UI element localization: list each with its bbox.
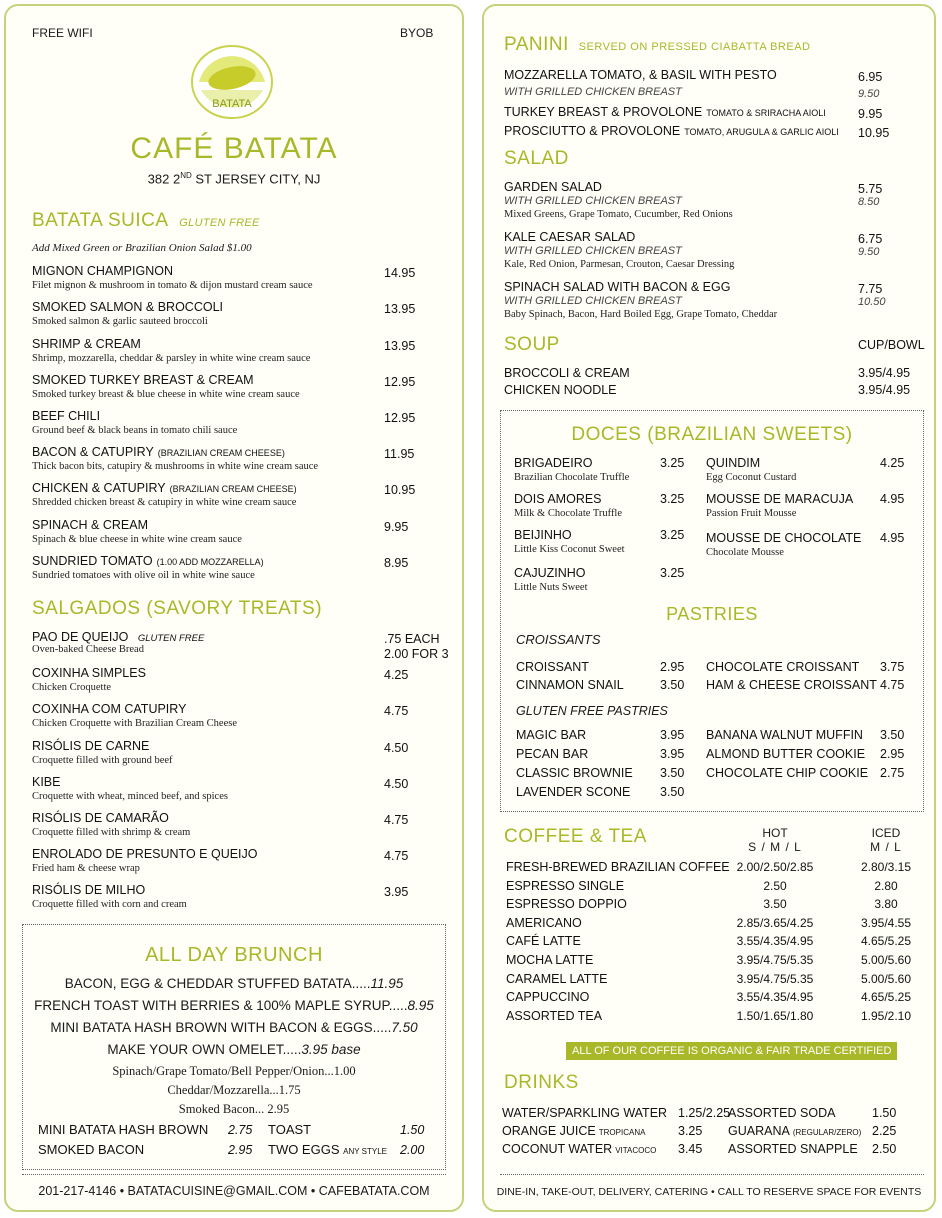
menu-item-desc: Croquette filled with shrimp & cream bbox=[32, 827, 191, 838]
coffee-item-name: ASSORTED TEA bbox=[506, 1008, 603, 1023]
brunch-line bbox=[22, 976, 446, 991]
pastry-item-name: CLASSIC BROWNIE bbox=[516, 766, 633, 780]
sweet-item-desc: Passion Fruit Mousse bbox=[706, 508, 797, 519]
salad-item-price-chicken: 9.50 bbox=[858, 246, 880, 258]
salad-item-price: 6.75 bbox=[858, 232, 883, 246]
drink-name-text: COCONUT WATER bbox=[502, 1142, 613, 1156]
pastry-item-name: CINNAMON SNAIL bbox=[516, 678, 624, 692]
menu-item-name bbox=[32, 373, 254, 387]
item-name-text: SHRIMP & CREAM bbox=[32, 337, 141, 351]
menu-item-price: 12.95 bbox=[384, 411, 416, 425]
pastry-item-name: CHOCOLATE CROISSANT bbox=[706, 660, 860, 674]
panini-item-tag: TOMATO & SRIRACHA AIOLI bbox=[706, 108, 826, 118]
menu-item-name bbox=[32, 445, 285, 459]
right-menu-panel bbox=[482, 4, 936, 1212]
menu-item-name bbox=[32, 264, 173, 278]
gluten-free-pastries-label: GLUTEN FREE PASTRIES bbox=[516, 704, 668, 718]
salgados-section-title: SALGADOS (SAVORY TREATS) bbox=[32, 598, 323, 619]
side-hash-brown: MINI BATATA HASH BROWN bbox=[38, 1122, 209, 1137]
pastry-item-price: 2.95 bbox=[880, 747, 905, 761]
drink-item-price: 2.25 bbox=[872, 1124, 897, 1138]
brunch-option: Cheddar/Mozzarella...1.75 bbox=[167, 1083, 301, 1097]
side-smoked-bacon: SMOKED BACON bbox=[38, 1142, 145, 1157]
menu-item-name bbox=[32, 630, 204, 644]
pao-de-queijo-price-each: .75 EACH bbox=[384, 632, 440, 646]
panini-item-name bbox=[504, 68, 777, 82]
pastry-item-name: CHOCOLATE CHIP COOKIE bbox=[706, 766, 869, 780]
side-smoked-bacon-price: 2.95 bbox=[228, 1143, 253, 1157]
menu-item-price: 13.95 bbox=[384, 302, 416, 316]
menu-item-name: RISÓLIS DE CAMARÃO bbox=[32, 811, 169, 825]
sweet-item-price: 3.25 bbox=[660, 492, 685, 506]
menu-item-name: RISÓLIS DE MILHO bbox=[32, 883, 146, 897]
sweet-item-price: 3.25 bbox=[660, 566, 685, 580]
pastry-item-price: 3.50 bbox=[660, 766, 685, 780]
logo-text: BATATA bbox=[212, 98, 252, 110]
coffee-item-iced-price: 2.80/3.15 bbox=[860, 860, 912, 874]
sweet-item-name: BEIJINHO bbox=[514, 528, 572, 542]
sweet-item-name: MOUSSE DE MARACUJA bbox=[706, 492, 854, 506]
coffee-item-iced-price: 4.65/5.25 bbox=[860, 990, 912, 1005]
pastry-item-price: 3.95 bbox=[660, 728, 685, 742]
menu-item-name bbox=[32, 409, 100, 423]
item-name-tag: (BRAZILIAN CREAM CHEESE) bbox=[157, 448, 285, 458]
drink-item-price: 3.45 bbox=[678, 1142, 703, 1156]
menu-item-name: ENROLADO DE PRESUNTO E QUEIJO bbox=[32, 847, 258, 861]
pao-de-queijo-item bbox=[32, 630, 204, 655]
pastry-item-price: 3.50 bbox=[660, 678, 685, 692]
soup-item-price: 3.95/4.95 bbox=[858, 383, 911, 397]
pastries-title: PASTRIES bbox=[666, 604, 758, 624]
menu-item-desc: Shredded chicken breast & catupiry in white wine cream sauce bbox=[32, 497, 297, 508]
menu-item-desc: Sundried tomatoes with olive oil in white wine sauce bbox=[32, 570, 255, 581]
menu-item-price: 14.95 bbox=[384, 266, 416, 280]
menu-item-desc: Chicken Croquette with Brazilian Cream Cheese bbox=[32, 718, 237, 729]
footer-divider bbox=[22, 1174, 446, 1175]
pao-de-queijo-name: PAO DE QUEIJO bbox=[32, 630, 129, 644]
address-street: ST JERSEY CITY, NJ bbox=[191, 171, 321, 187]
coffee-item-iced-price: 2.80 bbox=[874, 878, 898, 893]
salad-item-price: 5.75 bbox=[858, 182, 883, 196]
menu-item-price: 8.95 bbox=[384, 556, 409, 570]
pastry-item-price: 3.75 bbox=[880, 660, 905, 674]
drink-item-name bbox=[728, 1142, 858, 1156]
brunch-line bbox=[22, 1020, 446, 1035]
soup-item-name: CHICKEN NOODLE bbox=[504, 383, 617, 397]
sweet-item-price: 4.25 bbox=[880, 456, 905, 470]
menu-item-price: 4.75 bbox=[384, 813, 409, 827]
brunch-title: ALL DAY BRUNCH bbox=[145, 944, 323, 966]
menu-item-price: 13.95 bbox=[384, 339, 416, 353]
menu-item-name: COXINHA COM CATUPIRY bbox=[32, 702, 187, 716]
address-number: 382 2 bbox=[147, 171, 181, 187]
item-name-text: SPINACH & CREAM bbox=[32, 518, 148, 532]
coffee-item-iced-price: 1.95/2.10 bbox=[860, 1008, 912, 1023]
brunch-line-text: FRENCH TOAST WITH BERRIES & 100% MAPLE SYRUP..... bbox=[34, 998, 408, 1013]
sweet-item-price: 3.25 bbox=[660, 456, 685, 470]
panini-item-name bbox=[504, 105, 826, 119]
panini-name-text: TURKEY BREAST & PROVOLONE bbox=[504, 105, 703, 119]
salad-item-price-chicken: 10.50 bbox=[858, 296, 886, 308]
hot-sizes: S / M / L bbox=[748, 840, 802, 854]
pastry-item-name: MAGIC BAR bbox=[516, 728, 587, 742]
panini-title: PANINI bbox=[504, 34, 569, 55]
sweet-item-desc: Brazilian Chocolate Truffle bbox=[514, 472, 630, 483]
sweet-item-name: DOIS AMORES bbox=[514, 492, 602, 506]
menu-item-name bbox=[32, 337, 141, 351]
gluten-free-tag: GLUTEN FREE bbox=[137, 633, 205, 644]
soup-cup-bowl-header: CUP/BOWL bbox=[858, 338, 925, 352]
brunch-line bbox=[22, 998, 446, 1013]
menu-item-desc: Filet mignon & mushroom in tomato & dijon mustard cream sauce bbox=[32, 280, 313, 291]
sweet-item-name: BRIGADEIRO bbox=[514, 456, 593, 470]
coffee-item-hot-price: 3.55/4.35/4.95 bbox=[736, 990, 814, 1005]
drink-item-price: 3.25 bbox=[678, 1124, 703, 1138]
right-footer-divider bbox=[500, 1174, 924, 1175]
pastry-item-price: 3.50 bbox=[880, 728, 905, 742]
coffee-item-name: ESPRESSO DOPPIO bbox=[506, 897, 627, 912]
drink-item-name bbox=[728, 1124, 861, 1138]
salad-item-price: 7.75 bbox=[858, 282, 883, 296]
salad-item-name: SPINACH SALAD WITH BACON & EGG bbox=[504, 280, 731, 294]
coffee-item-name: ESPRESSO SINGLE bbox=[506, 878, 625, 893]
side-hash-brown-price: 2.75 bbox=[228, 1123, 253, 1137]
soup-item-price: 3.95/4.95 bbox=[858, 366, 911, 380]
menu-item-name bbox=[32, 300, 223, 314]
coffee-item-name: MOCHA LATTE bbox=[506, 953, 594, 967]
coffee-item-iced-price: 5.00/5.60 bbox=[860, 953, 912, 967]
hot-header: HOT bbox=[762, 826, 788, 840]
pastry-item-price: 2.95 bbox=[660, 660, 685, 674]
side-toast-price: 1.50 bbox=[400, 1123, 425, 1137]
sweet-item-desc: Chocolate Mousse bbox=[706, 547, 784, 558]
menu-item-name bbox=[32, 481, 297, 495]
drink-name-text: ASSORTED SODA bbox=[728, 1106, 836, 1120]
panini-section-title bbox=[504, 34, 811, 56]
drink-item-name bbox=[728, 1106, 835, 1120]
coffee-item-hot-price: 1.50/1.65/1.80 bbox=[736, 1008, 814, 1023]
coffee-item-iced-price: 3.80 bbox=[874, 897, 898, 912]
menu-item-desc: Croquette filled with ground beef bbox=[32, 755, 173, 766]
sweet-item-desc: Little Nuts Sweet bbox=[514, 582, 588, 593]
pao-de-queijo-price-three: 2.00 FOR 3 bbox=[384, 647, 449, 661]
suica-title: BATATA SUICA bbox=[32, 210, 168, 231]
byob-label: BYOB bbox=[400, 26, 434, 40]
address-ordinal: ND bbox=[180, 171, 192, 180]
coffee-item-hot-price: 2.85/3.65/4.25 bbox=[736, 915, 814, 930]
brunch-option: Smoked Bacon... 2.95 bbox=[178, 1102, 290, 1116]
brunch-option: Spinach/Grape Tomato/Bell Pepper/Onion...1.00 bbox=[112, 1064, 356, 1078]
salad-item-sub: WITH GRILLED CHICKEN BREAST bbox=[504, 245, 682, 257]
batata-logo bbox=[189, 44, 275, 120]
item-name-text: CHICKEN & CATUPIRY bbox=[32, 481, 166, 495]
panini-item-price: 10.95 bbox=[858, 126, 890, 140]
brunch-line-text: BACON, EGG & CHEDDAR STUFFED BATATA..... bbox=[64, 976, 371, 991]
menu-item-price: 11.95 bbox=[384, 447, 415, 461]
salad-item-sub: WITH GRILLED CHICKEN BREAST bbox=[504, 195, 682, 207]
coffee-item-name: CARAMEL LATTE bbox=[506, 971, 608, 986]
menu-item-price: 10.95 bbox=[384, 483, 416, 497]
doces-title: DOCES (BRAZILIAN SWEETS) bbox=[571, 424, 853, 445]
menu-item-name bbox=[32, 554, 264, 568]
menu-item-desc: Smoked turkey breast & blue cheese in white wine cream sauce bbox=[32, 389, 300, 400]
drink-item-tag: (REGULAR/ZERO) bbox=[792, 1128, 862, 1137]
menu-item-price: 4.75 bbox=[384, 849, 409, 863]
menu-item-desc: Croquette with wheat, minced beef, and spices bbox=[32, 791, 228, 802]
coffee-section-title: COFFEE & TEA bbox=[504, 826, 647, 847]
coffee-item-name: AMERICANO bbox=[506, 915, 582, 930]
drink-name-text: ORANGE JUICE bbox=[502, 1124, 596, 1138]
brunch-line-text: MAKE YOUR OWN OMELET..... bbox=[107, 1042, 302, 1057]
drinks-section-title: DRINKS bbox=[504, 1072, 579, 1093]
menu-item-price: 9.95 bbox=[384, 520, 409, 534]
panini-subtitle: SERVED ON PRESSED CIABATTA BREAD bbox=[578, 41, 811, 53]
cafe-address bbox=[6, 171, 462, 186]
coffee-item-hot-price: 3.95/4.75/5.35 bbox=[736, 953, 814, 967]
salad-item-name: GARDEN SALAD bbox=[504, 180, 602, 194]
pastry-item-price: 3.50 bbox=[660, 785, 685, 799]
drink-item-name bbox=[502, 1142, 656, 1156]
coffee-item-iced-price: 5.00/5.60 bbox=[860, 971, 912, 986]
brunch-line-text: MINI BATATA HASH BROWN WITH BACON & EGGS..... bbox=[50, 1020, 392, 1035]
drink-item-price: 1.25/2.25 bbox=[678, 1106, 731, 1120]
drink-name-text: WATER/SPARKLING WATER bbox=[502, 1106, 668, 1120]
coffee-item-iced-price: 3.95/4.55 bbox=[860, 915, 912, 930]
free-wifi-label: FREE WIFI bbox=[32, 26, 93, 40]
any-style-tag: ANY STYLE bbox=[343, 1147, 387, 1156]
drink-item-name bbox=[502, 1106, 667, 1120]
suica-section-title bbox=[32, 210, 260, 232]
panini-item-name bbox=[504, 124, 839, 138]
brunch-line bbox=[22, 1042, 446, 1057]
item-name-text: SMOKED SALMON & BROCCOLI bbox=[32, 300, 224, 314]
sweet-item-desc: Little Kiss Coconut Sweet bbox=[514, 544, 625, 555]
brunch-line-price: 3.95 base bbox=[301, 1042, 361, 1057]
menu-item-name: COXINHA SIMPLES bbox=[32, 666, 146, 680]
coffee-item-hot-price: 3.55/4.35/4.95 bbox=[736, 934, 814, 949]
sweet-item-desc: Milk & Chocolate Truffle bbox=[514, 508, 623, 519]
menu-item-price: 4.75 bbox=[384, 704, 409, 718]
side-two-eggs bbox=[268, 1142, 387, 1157]
salad-item-sub: WITH GRILLED CHICKEN BREAST bbox=[504, 295, 682, 307]
drink-item-price: 2.50 bbox=[872, 1142, 897, 1156]
croissants-label: CROISSANTS bbox=[516, 632, 601, 647]
item-name-text: SMOKED TURKEY BREAST & CREAM bbox=[32, 373, 254, 387]
salad-item-desc: Baby Spinach, Bacon, Hard Boiled Egg, Grape Tomato, Cheddar bbox=[504, 309, 778, 320]
drink-item-tag: TROPICANA bbox=[598, 1128, 646, 1137]
menu-item-price: 4.50 bbox=[384, 741, 409, 755]
panini-item-price: 9.95 bbox=[858, 107, 883, 121]
panini-name-text: PROSCIUTTO & PROVOLONE bbox=[504, 124, 681, 138]
menu-item-name bbox=[32, 518, 148, 532]
menu-item-desc: Thick bacon bits, catupiry & mushrooms in white wine cream sauce bbox=[32, 461, 319, 472]
drink-item-tag: VITACOCO bbox=[615, 1146, 657, 1155]
drink-name-text: ASSORTED SNAPPLE bbox=[728, 1142, 858, 1156]
panini-item-name bbox=[504, 86, 682, 98]
item-name-text: MIGNON CHAMPIGNON bbox=[32, 264, 173, 278]
soup-section-title: SOUP bbox=[504, 334, 560, 355]
left-menu-panel bbox=[4, 4, 464, 1212]
salad-item-price-chicken: 8.50 bbox=[858, 196, 880, 208]
pastry-item-price: 4.75 bbox=[880, 678, 905, 692]
brunch-line-price: 11.95 bbox=[370, 976, 404, 991]
panini-name-text: MOZZARELLA TOMATO, & BASIL WITH PESTO bbox=[504, 68, 777, 82]
menu-item-desc: Chicken Croquette bbox=[32, 682, 112, 693]
iced-header: ICED bbox=[871, 826, 901, 840]
pastry-item-price: 2.75 bbox=[880, 766, 905, 780]
panini-name-text: WITH GRILLED CHICKEN BREAST bbox=[504, 86, 682, 98]
item-name-text: BEEF CHILI bbox=[32, 409, 101, 423]
menu-item-desc: Croquette filled with corn and cream bbox=[32, 899, 187, 910]
side-two-eggs-name: TWO EGGS bbox=[268, 1142, 340, 1157]
right-footer-services: DINE-IN, TAKE-OUT, DELIVERY, CATERING • CALL TO RESERVE SPACE FOR EVENTS bbox=[496, 1186, 922, 1198]
suica-subtitle: GLUTEN FREE bbox=[179, 217, 260, 229]
drink-item-name bbox=[502, 1124, 645, 1138]
coffee-item-iced-price: 4.65/5.25 bbox=[860, 934, 912, 949]
suica-note: Add Mixed Green or Brazilian Onion Salad $1.00 bbox=[32, 242, 252, 254]
item-name-tag: (1.00 ADD MOZZARELLA) bbox=[156, 557, 264, 567]
salad-section-title: SALAD bbox=[504, 148, 569, 169]
coffee-item-hot-price: 2.50 bbox=[763, 878, 787, 893]
brunch-line-price: 8.95 bbox=[407, 998, 434, 1013]
panini-item-tag: TOMATO, ARUGULA & GARLIC AIOLI bbox=[684, 127, 839, 137]
salad-item-desc: Kale, Red Onion, Parmesan, Crouton, Caesar Dressing bbox=[504, 259, 735, 270]
menu-item-desc: Oven-baked Cheese Bread bbox=[32, 644, 144, 655]
side-two-eggs-price: 2.00 bbox=[400, 1143, 425, 1157]
coffee-item-hot-price: 3.95/4.75/5.35 bbox=[736, 971, 814, 986]
soup-item-name: BROCCOLI & CREAM bbox=[504, 366, 630, 380]
menu-item-desc: Spinach & blue cheese in white wine cream sauce bbox=[32, 534, 242, 545]
menu-item-desc: Fried ham & cheese wrap bbox=[32, 863, 140, 874]
pastry-item-name: ALMOND BUTTER COOKIE bbox=[706, 747, 866, 761]
panini-item-price: 6.95 bbox=[858, 70, 883, 84]
menu-item-desc: Smoked salmon & garlic sauteed broccoli bbox=[32, 316, 208, 327]
coffee-item-hot-price: 2.00/2.50/2.85 bbox=[736, 860, 814, 874]
organic-banner: ALL OF OUR COFFEE IS ORGANIC & FAIR TRADE CERTIFIED bbox=[566, 1042, 897, 1060]
sweet-item-price: 4.95 bbox=[880, 492, 905, 506]
menu-item-desc: Shrimp, mozzarella, cheddar & parsley in white wine cream sauce bbox=[32, 353, 311, 364]
salad-item-name: KALE CAESAR SALAD bbox=[504, 230, 636, 244]
brunch-line-price: 7.50 bbox=[391, 1020, 418, 1035]
drink-name-text: GUARANA bbox=[728, 1124, 790, 1138]
drink-item-price: 1.50 bbox=[872, 1106, 897, 1120]
side-toast: TOAST bbox=[268, 1122, 312, 1137]
menu-item-price: 12.95 bbox=[384, 375, 416, 389]
sweet-item-price: 3.25 bbox=[660, 528, 685, 542]
cafe-title: CAFÉ BATATA bbox=[130, 132, 338, 165]
sweet-item-name: QUINDIM bbox=[706, 456, 761, 470]
menu-item-name: RISÓLIS DE CARNE bbox=[32, 739, 150, 753]
left-footer-contact: 201-217-4146 • BATATACUISINE@GMAIL.COM • CAFEBATATA.COM bbox=[38, 1184, 430, 1198]
sweet-item-name: MOUSSE DE CHOCOLATE bbox=[706, 531, 862, 545]
panini-item-price: 9.50 bbox=[858, 88, 880, 100]
salad-item-desc: Mixed Greens, Grape Tomato, Cucumber, Red Onions bbox=[504, 209, 733, 220]
item-name-text: SUNDRIED TOMATO bbox=[32, 554, 153, 568]
coffee-item-hot-price: 3.50 bbox=[763, 897, 787, 912]
pastry-item-name: PECAN BAR bbox=[516, 747, 589, 761]
sweet-item-desc: Egg Coconut Custard bbox=[706, 472, 797, 483]
pastry-item-name: BANANA WALNUT MUFFIN bbox=[706, 728, 863, 742]
menu-item-price: 4.25 bbox=[384, 668, 409, 682]
menu-item-desc: Ground beef & black beans in tomato chili sauce bbox=[32, 425, 238, 436]
sweet-item-name: CAJUZINHO bbox=[514, 566, 586, 580]
item-name-tag: (BRAZILIAN CREAM CHEESE) bbox=[169, 484, 297, 494]
coffee-item-name: FRESH-BREWED BRAZILIAN COFFEE bbox=[506, 860, 730, 874]
sweet-item-price: 4.95 bbox=[880, 531, 905, 545]
menu-item-price: 4.50 bbox=[384, 777, 409, 791]
menu-item-price: 3.95 bbox=[384, 885, 409, 899]
pastry-item-price: 3.95 bbox=[660, 747, 685, 761]
menu-item-name: KIBE bbox=[32, 775, 61, 789]
coffee-item-name: CAFÉ LATTE bbox=[506, 934, 581, 949]
iced-sizes: M / L bbox=[870, 840, 902, 854]
pastry-item-name: CROISSANT bbox=[516, 660, 589, 674]
pastry-item-name: HAM & CHEESE CROISSANT bbox=[706, 678, 877, 692]
pastry-item-name: LAVENDER SCONE bbox=[516, 785, 631, 799]
item-name-text: BACON & CATUPIRY bbox=[32, 445, 154, 459]
coffee-item-name: CAPPUCCINO bbox=[506, 990, 590, 1005]
